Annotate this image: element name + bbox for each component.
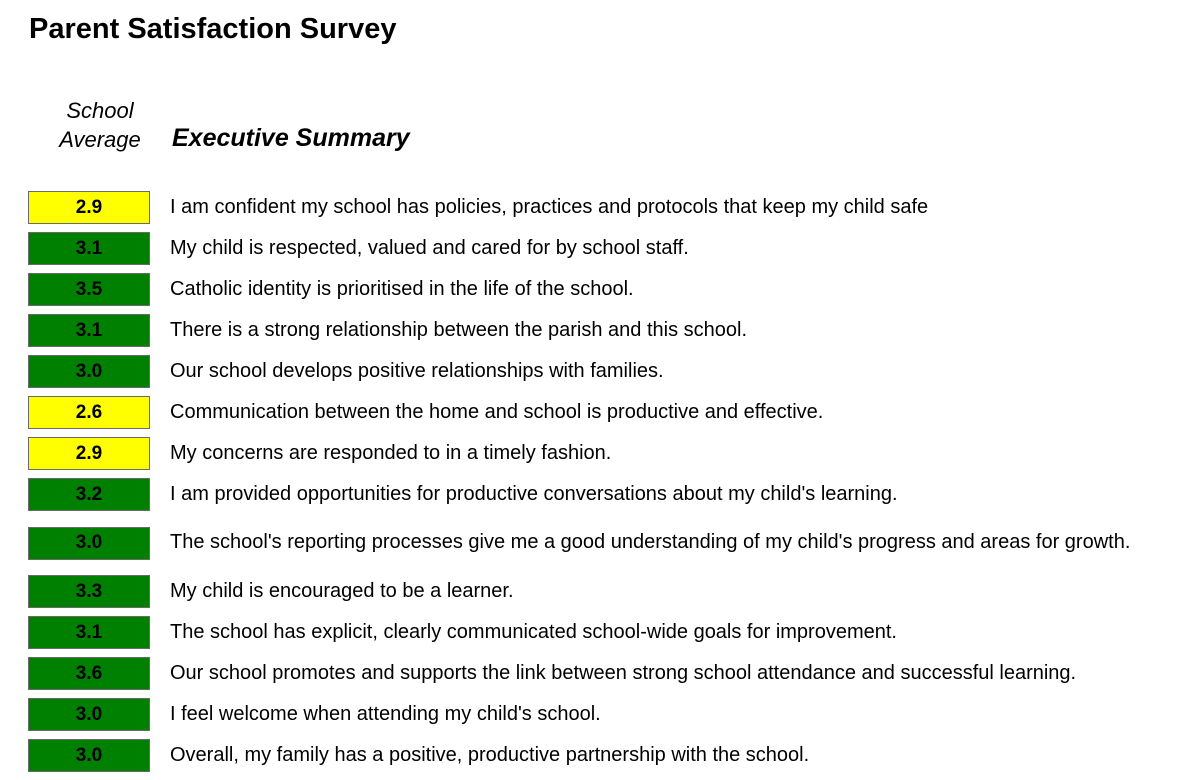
score-badge: 3.2 — [28, 478, 150, 511]
page-title: Parent Satisfaction Survey — [29, 13, 397, 45]
school-average-header-line1: School — [66, 98, 134, 123]
survey-results-list — [28, 186, 1188, 775]
survey-statement: Catholic identity is prioritised in the life of the school. — [170, 277, 634, 300]
survey-statement: My child is encouraged to be a learner. — [170, 579, 514, 602]
survey-statement: Overall, my family has a positive, productive partnership with the school. — [170, 743, 810, 766]
survey-statement: The school has explicit, clearly communicated school-wide goals for improvement. — [170, 620, 897, 643]
survey-row — [28, 350, 1188, 391]
score-badge: 3.3 — [28, 575, 150, 608]
score-badge: 3.0 — [28, 527, 150, 560]
survey-statement: I feel welcome when attending my child's school. — [170, 702, 601, 725]
survey-statement: I am provided opportunities for productive conversations about my child's learning. — [170, 482, 898, 505]
survey-row — [28, 186, 1188, 227]
score-badge: 3.1 — [28, 232, 150, 265]
survey-statement: The school's reporting processes give me a good understanding of my child's progress and areas for growth. — [170, 531, 1131, 553]
score-badge: 2.9 — [28, 437, 150, 470]
survey-row — [28, 652, 1188, 693]
survey-row — [28, 570, 1188, 611]
score-badge: 3.5 — [28, 273, 150, 306]
score-badge: 2.6 — [28, 396, 150, 429]
survey-row — [28, 473, 1188, 514]
survey-statement: There is a strong relationship between the parish and this school. — [170, 318, 748, 341]
survey-row — [28, 309, 1188, 350]
score-badge: 3.6 — [28, 657, 150, 690]
school-average-header — [48, 96, 152, 154]
score-badge: 3.1 — [28, 616, 150, 649]
survey-statement: Our school promotes and supports the link between strong school attendance and successful learning. — [170, 661, 1077, 684]
score-badge: 2.9 — [28, 191, 150, 224]
survey-row — [28, 432, 1188, 473]
score-badge: 3.0 — [28, 739, 150, 772]
survey-row — [28, 514, 1188, 570]
survey-row — [28, 734, 1188, 775]
survey-row — [28, 391, 1188, 432]
score-badge: 3.1 — [28, 314, 150, 347]
survey-statement: My concerns are responded to in a timely fashion. — [170, 441, 612, 464]
survey-statement: My child is respected, valued and cared for by school staff. — [170, 236, 689, 259]
survey-row — [28, 693, 1188, 734]
executive-summary-heading: Executive Summary — [172, 124, 410, 152]
survey-row — [28, 268, 1188, 309]
survey-statement: Communication between the home and school is productive and effective. — [170, 400, 824, 423]
survey-statement: I am confident my school has policies, practices and protocols that keep my child safe — [170, 195, 929, 218]
survey-statement: Our school develops positive relationships with families. — [170, 359, 664, 382]
survey-row — [28, 611, 1188, 652]
school-average-header-line2: Average — [59, 127, 141, 152]
score-badge: 3.0 — [28, 698, 150, 731]
survey-row — [28, 227, 1188, 268]
score-badge: 3.0 — [28, 355, 150, 388]
